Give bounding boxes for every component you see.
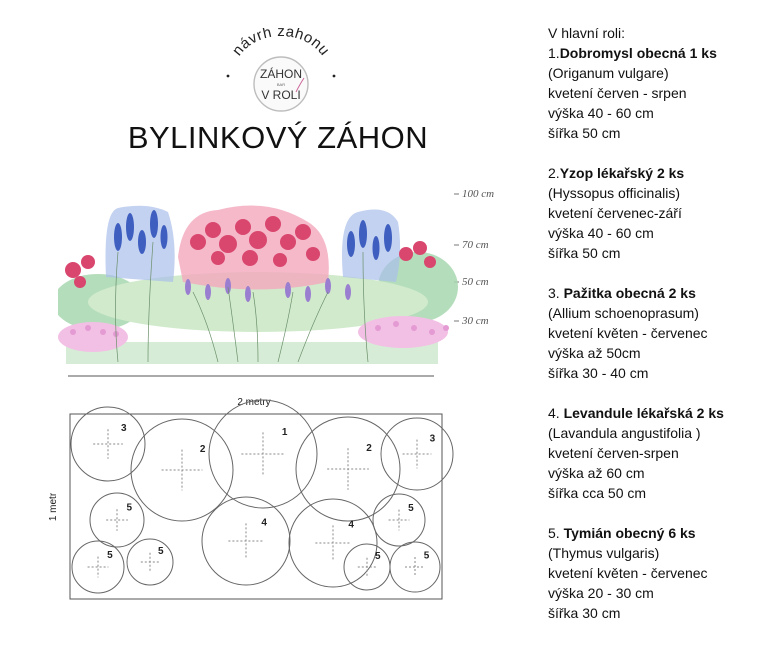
legend-item-3-title: 3. Pažitka obecná 2 ks: [548, 285, 696, 301]
plan-circle-number: 5: [375, 550, 381, 562]
legend-item-4-bloom: kvetení červen-srpen: [548, 445, 679, 461]
page-title: BYLINKOVÝ ZÁHON: [127, 120, 429, 155]
plan-circle-number: 4: [261, 517, 267, 529]
legend-item-5-bloom: kvetení květen - červenec: [548, 565, 708, 581]
plan-circle: [71, 407, 145, 481]
plan-width-label: 2 metry: [237, 397, 271, 408]
logo-inner-top: ZÁHON: [260, 67, 302, 81]
legend-item-3-width: šířka 30 - 40 cm: [548, 365, 649, 381]
garden-illustration: [58, 182, 528, 382]
plan-circle: [72, 541, 124, 593]
planting-plan: [40, 392, 460, 612]
plan-circle: [127, 539, 173, 585]
plan-circle-number: 3: [120, 423, 127, 435]
legend-item-1-title: 1.Dobromysl obecná 1 ks: [548, 45, 717, 61]
plan-circle-number: 2: [366, 442, 372, 454]
height-label-100: 100 cm: [462, 188, 495, 200]
plan-circle-number: 2: [199, 444, 206, 456]
plan-height-label: 1 metr: [48, 492, 59, 522]
height-label-70: 70 cm: [462, 239, 489, 251]
legend-item-4-height: výška až 60 cm: [548, 465, 645, 481]
height-label-50: 50 cm: [462, 276, 489, 288]
legend-item-5-latin: (Thymus vulgaris): [548, 545, 660, 561]
legend-item-2-title: 2.Yzop lékařský 2 ks: [548, 165, 685, 181]
plan-circle-number: 5: [107, 549, 113, 561]
legend-item-4-title: 4. Levandule lékařská 2 ks: [548, 405, 724, 421]
legend-item-1-height: výška 40 - 60 cm: [548, 105, 654, 121]
plan-circle-number: 4: [348, 519, 354, 531]
plan-circles: [71, 400, 453, 593]
logo-arc-text: návrh záhonu: [228, 28, 334, 59]
legend-item-2-bloom: kvetení červenec-září: [548, 205, 682, 221]
legend-item-1-width: šířka 50 cm: [548, 125, 621, 141]
plan-circle-number: 5: [423, 550, 430, 562]
plan-circle-number: 1: [281, 427, 288, 439]
plant-legend: [548, 23, 773, 623]
legend-item-5-width: šířka 30 cm: [548, 605, 621, 621]
plan-circle: [373, 494, 425, 546]
plan-circle: [90, 493, 144, 547]
legend-item-2-latin: (Hyssopus officinalis): [548, 185, 681, 201]
plan-circle: [202, 497, 290, 585]
plan-circle-number: 5: [408, 502, 414, 514]
legend-item-2-height: výška 40 - 60 cm: [548, 225, 654, 241]
plan-circle: [131, 419, 233, 521]
plan-circle-number: 5: [158, 545, 164, 557]
legend-item-3-latin: (Allium schoenoprasum): [548, 305, 699, 321]
plan-circle-number: 5: [126, 502, 133, 514]
logo: [222, 28, 340, 114]
logo-inner-bottom: V ROLI: [261, 88, 301, 102]
plan-circle: [390, 542, 440, 592]
legend-heading: V hlavní roli:: [548, 25, 626, 41]
plan-circle-number: 3: [429, 433, 436, 445]
plan-circle: [289, 499, 377, 587]
height-label-30: 30 cm: [462, 315, 489, 327]
legend-item-3-height: výška až 50cm: [548, 345, 641, 361]
logo-inner-small: BAR: [276, 82, 286, 87]
legend-item-4-latin: (Lavandula angustifolia ): [548, 425, 701, 441]
legend-item-4-width: šířka cca 50 cm: [548, 485, 647, 501]
legend-item-2-width: šířka 50 cm: [548, 245, 621, 261]
legend-item-1-latin: (Origanum vulgare): [548, 65, 669, 81]
legend-item-5-height: výška 20 - 30 cm: [548, 585, 654, 601]
legend-item-5-title: 5. Tymián obecný 6 ks: [548, 525, 696, 541]
legend-item-3-bloom: kvetení květen - červenec: [548, 325, 708, 341]
plan-circle: [344, 544, 390, 590]
legend-item-1-bloom: kvetení červen - srpen: [548, 85, 687, 101]
